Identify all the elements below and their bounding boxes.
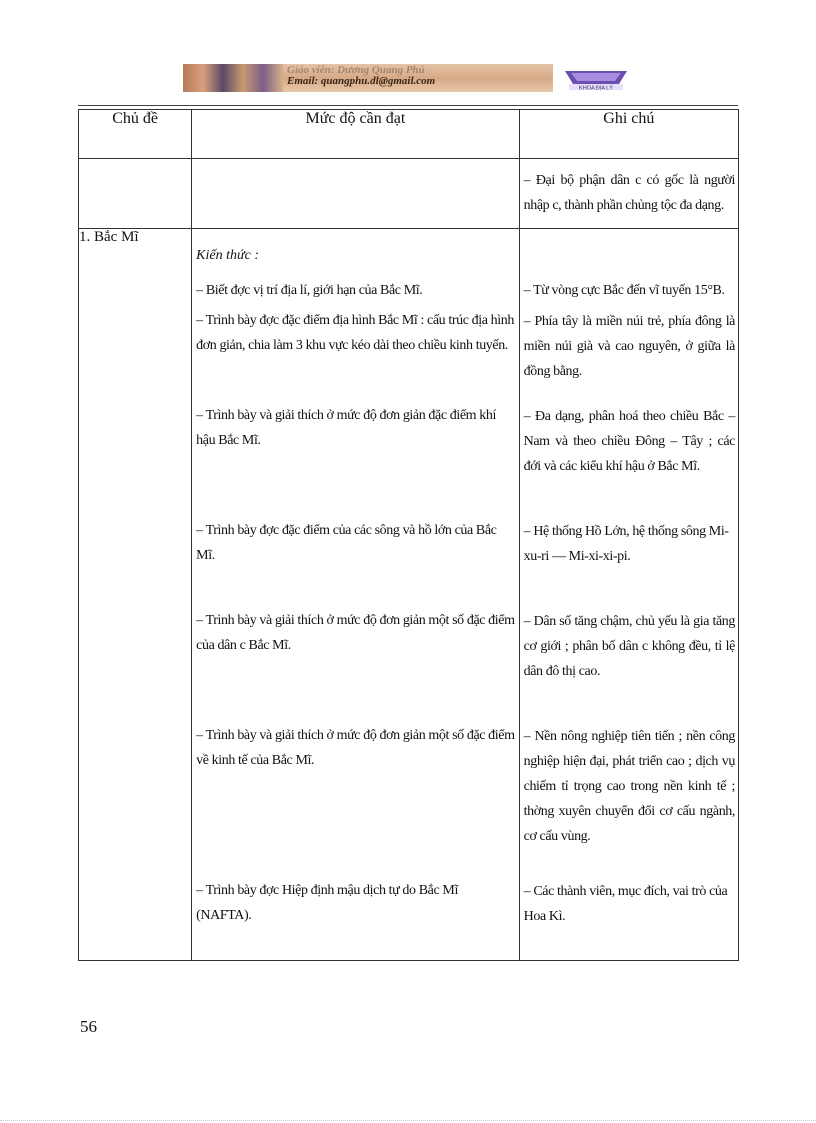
- banner-email: Email: quangphu.dl@gmail.com: [287, 75, 436, 87]
- knowledge-label: Kiến thức :: [196, 248, 259, 263]
- table-row: [79, 159, 739, 229]
- note-item: – Đa dạng, phân hoá theo chiều Bắc – Nam và theo chiều Đông – Tây ; các đới và các kiểu khí hậu ở Bắc Mĩ.: [523, 409, 735, 474]
- note-item: – Các thành viên, mục đích, vai trò của Hoa Kì.: [523, 884, 728, 924]
- notes-cell: [519, 229, 738, 961]
- table-row: [79, 229, 739, 961]
- note-item: – Dân số tăng chậm, chủ yếu là gia tăng cơ giới ; phân bố dân c không đều, tỉ lệ dân đô thị cao.: [523, 614, 735, 679]
- note-continued: – Đại bộ phận dân c có gốc là người nhập c, thành phần chủng tộc đa dạng.: [523, 173, 735, 213]
- header-notes: Ghi chú: [519, 110, 738, 159]
- note-item: – Phía tây là miền núi trẻ, phía đông là miền núi già và cao nguyên, ở giữa là đồng bằng.: [523, 314, 735, 379]
- note-cell: [519, 159, 738, 229]
- banner-photo-strip: [183, 64, 283, 92]
- requirement-cell: [192, 229, 519, 961]
- requirement-item: – Trình bày đợc đặc điểm của các sông và hồ lớn của Bắc Mĩ.: [196, 523, 497, 563]
- page-number: 56: [80, 1017, 97, 1036]
- requirement-item: – Trình bày và giải thích ở mức độ đơn giản một số đặc điểm về kinh tế của Bắc Mĩ.: [196, 728, 515, 768]
- empty-requirement-cell: [192, 159, 519, 229]
- faculty-logo-icon: [561, 65, 631, 91]
- topic-title: 1. Bắc Mĩ: [79, 229, 139, 245]
- curriculum-table: [78, 109, 739, 961]
- banner-author: Giáo viên: Dương Quang Phú: [287, 64, 425, 76]
- empty-topic-cell: [79, 159, 192, 229]
- header-requirement: Mức độ cần đạt: [192, 110, 519, 159]
- header-banner: [183, 64, 633, 92]
- requirement-item: – Trình bày đợc Hiệp định mậu dịch tự do Bắc Mĩ (NAFTA).: [196, 883, 458, 923]
- requirement-item: – Trình bày đợc đặc điểm địa hình Bắc Mĩ : cấu trúc địa hình đơn giản, chia làm 3 khu vực kéo dài theo chiều kinh tuyến.: [196, 313, 514, 353]
- requirement-item: – Trình bày và giải thích ở mức độ đơn giản đặc điểm khí hậu Bắc Mĩ.: [196, 408, 496, 448]
- note-item: – Nền nông nghiệp tiên tiến ; nền công nghiệp hiện đại, phát triển cao ; dịch vụ chiếm tỉ trọng cao trong nền kinh tế ; thờng xuyên chuyển đổi cơ cấu ngành, cơ cấu vùng.: [523, 729, 735, 844]
- topic-cell: [79, 229, 192, 961]
- table-header-row: [79, 110, 739, 159]
- logo-text: KHOA ĐỊA LÝ: [579, 85, 613, 91]
- header-topic: Chủ đề: [79, 110, 192, 159]
- requirement-item: – Biết đợc vị trí địa lí, giới hạn của Bắc Mĩ.: [196, 283, 423, 298]
- note-item: – Từ vòng cực Bắc đến vĩ tuyến 15°B.: [523, 283, 725, 298]
- requirement-item: – Trình bày và giải thích ở mức độ đơn giản một số đặc điểm của dân c Bắc Mĩ.: [196, 613, 515, 653]
- note-item: – Hệ thống Hồ Lớn, hệ thống sông Mi-xu-ri — Mi-xi-xi-pi.: [523, 524, 729, 564]
- header-rule: [78, 105, 738, 106]
- footer-divider: [0, 1120, 816, 1122]
